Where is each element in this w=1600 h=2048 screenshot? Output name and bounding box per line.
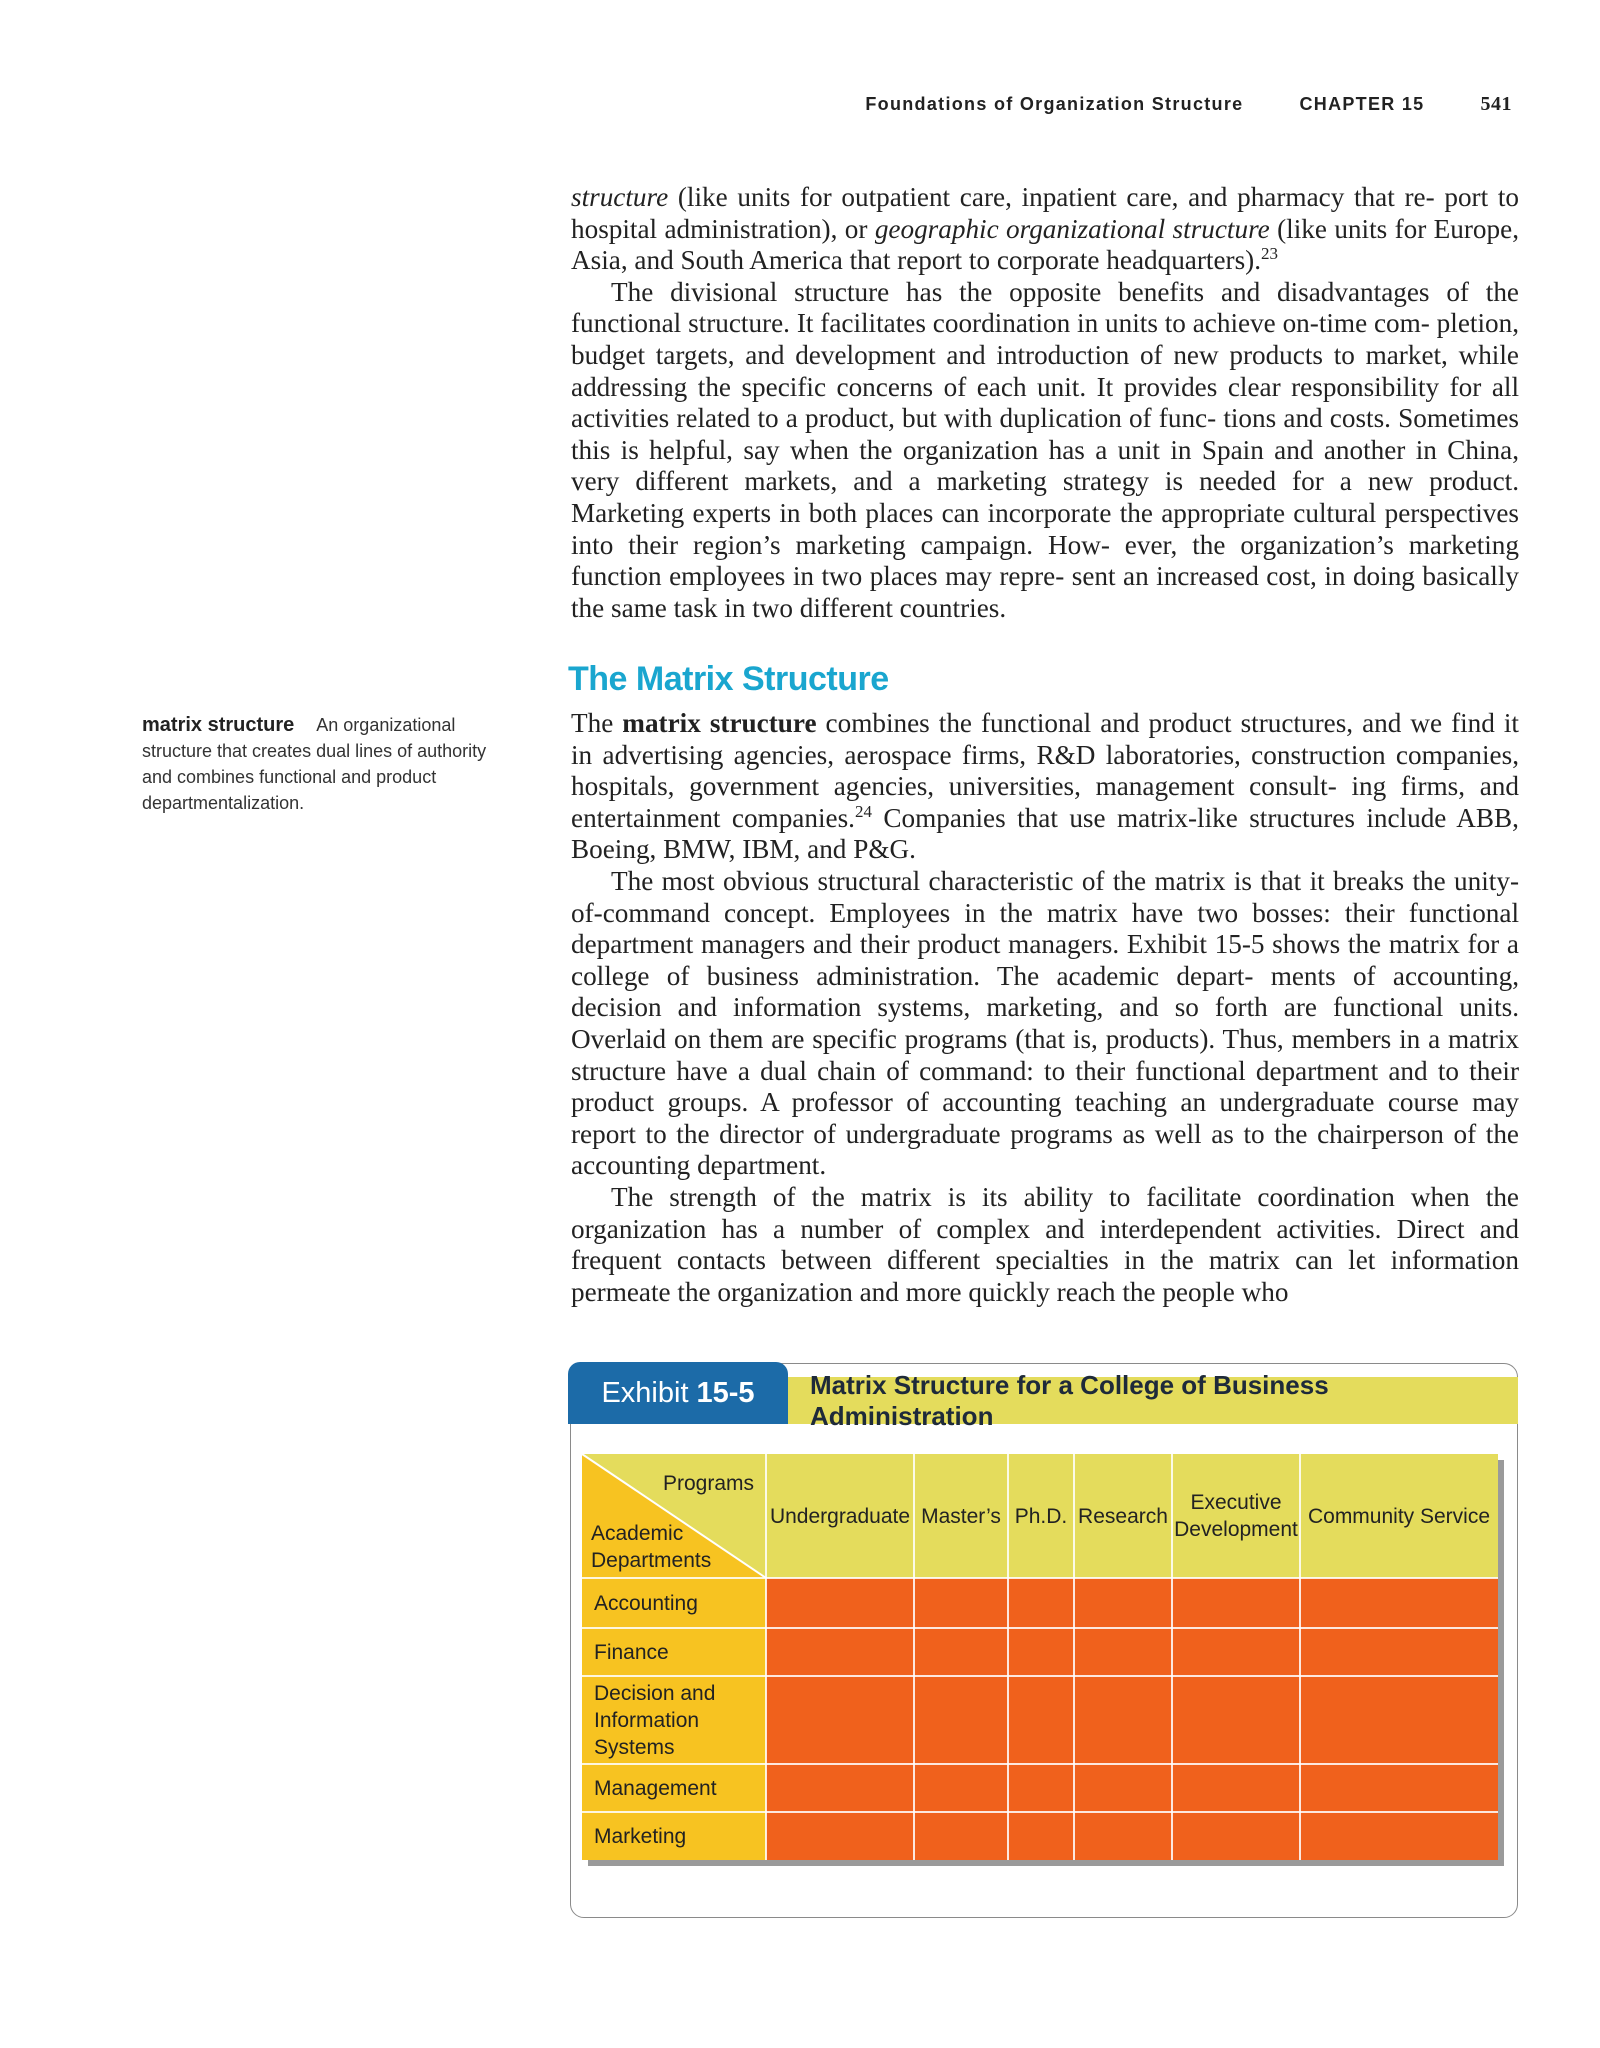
matrix-table: [582, 1454, 1498, 1860]
department-label: Management: [582, 1764, 766, 1812]
grid-column-divider: [913, 1454, 915, 1860]
program-header: Master’s: [914, 1454, 1008, 1578]
grid-column-divider: [1007, 1454, 1009, 1860]
grid-row-divider: [582, 1763, 1498, 1765]
running-head: [512, 90, 1512, 118]
corner-label-departments-line1: Academic: [591, 1522, 684, 1545]
grid-row-divider: [582, 1627, 1498, 1629]
emphasized-term: geographic organizational structure: [874, 213, 1270, 244]
text-run: (like units for Europe, Asia, and South America that report to corporate headquarters).: [571, 213, 1519, 276]
matrix-cells-area: [766, 1578, 1498, 1860]
exhibit-label: Exhibit: [601, 1376, 689, 1409]
grid-row-divider: [582, 1811, 1498, 1813]
paragraph-matrix-characteristic: The most obvious structural characteristic of the matrix is that it breaks the unity-of-command concept. Employees in the matrix have two bosses: their functional department managers and their product managers. Exhibit 15-5 shows the matrix for a college of business administration. The academic depart- ments of accounting, decision and information systems, marketing, and so forth are functional units. Overlaid on them are specific programs (that is, products). Thus, members in a matrix structure have a dual chain of command: to their functional department and to their product groups. A professor of accounting teaching an undergraduate course may report to the director of undergraduate programs as well as to the chairperson of the accounting department.: [571, 865, 1519, 1181]
exhibit-title: Matrix Structure for a College of Business Administration: [810, 1369, 1329, 1431]
program-header: Ph.D.: [1008, 1454, 1074, 1578]
matrix-corner-cell: [582, 1454, 766, 1578]
paragraph-continued: [571, 182, 1519, 277]
program-header: Executive Development: [1172, 1454, 1300, 1578]
grid-column-divider: [765, 1454, 767, 1860]
running-head-title: Foundations of Organization Structure: [865, 93, 1244, 114]
paragraph-divisional: The divisional structure has the opposite benefits and disadvantages of the functional structure. It facilitates coordination in units to achieve on-time com- pletion, budget targets, and development and introduction of new products to market, while addressing the specific concerns of each unit. It provides clear responsibility for all activities related to a product, but with duplication of func- tions and costs. Sometimes this is helpful, say when the organization has a unit in Spain and another in China, very different markets, and a marketing strategy is needed for a new product. Marketing experts in both places can incorporate the appropriate cultural perspectives into their region’s marketing campaign. How- ever, the organization’s marketing function employees in two places may repre- sent an increased cost, in doing basically the same task in two different countries.: [571, 276, 1519, 623]
corner-label-departments: [591, 1520, 711, 1574]
definition-term: matrix structure: [142, 714, 295, 736]
text-run: Companies that use matrix-like structures include ABB, Boeing, BMW, IBM, and P&G.: [571, 802, 1519, 865]
definition-text: An organizational structure that creates dual lines of authority and combines functional and product departmentalization.: [142, 715, 487, 813]
exhibit-title-bar: [788, 1369, 1518, 1431]
program-header: Undergraduate: [766, 1454, 914, 1578]
program-header: Community Service: [1300, 1454, 1498, 1578]
paragraph-matrix-intro: [571, 708, 1519, 866]
exhibit-number: 15-5: [696, 1376, 755, 1409]
grid-row-divider: [582, 1675, 1498, 1677]
grid-column-divider: [1299, 1454, 1301, 1860]
grid-column-divider: [1073, 1454, 1075, 1860]
emphasized-term: structure: [571, 182, 669, 212]
grid-column-divider: [1171, 1454, 1173, 1860]
running-head-chapter: CHAPTER 15: [1299, 93, 1425, 114]
department-label: Marketing: [582, 1812, 766, 1860]
body-text-section: [571, 708, 1519, 1308]
department-label: Accounting: [582, 1578, 766, 1628]
department-label: Decision and Information Systems: [582, 1676, 766, 1764]
footnote-ref: 23: [1261, 244, 1279, 264]
margin-definition: [142, 712, 512, 816]
section-heading: The Matrix Structure: [568, 660, 889, 698]
text-run: combines the functional and product structures, and we find it in advertising agencies, aerospace firms, R&D laboratories, construction companies, hospitals, government agencies, universities, management consult- ing firms, and entertainment companies.: [571, 708, 1519, 833]
program-header: Research: [1074, 1454, 1172, 1578]
exhibit-tab: [568, 1362, 788, 1424]
corner-label-programs: Programs: [662, 1472, 754, 1495]
grid-row-divider: [582, 1577, 1498, 1579]
paragraph-matrix-strength: The strength of the matrix is its ability to facilitate coordination when the organization has a number of complex and interdependent activities. Direct and frequent contacts between different specialties in the matrix can let information permeate the organization and more quickly reach the people who: [571, 1181, 1519, 1307]
footnote-ref: 24: [854, 801, 872, 821]
text-run: The: [571, 708, 623, 738]
body-text-top: [571, 182, 1519, 624]
department-label: Finance: [582, 1628, 766, 1676]
emphasized-term: matrix structure: [622, 708, 817, 738]
page-number: 541: [1480, 92, 1512, 115]
corner-label-departments-line2: Departments: [591, 1549, 712, 1572]
text-run: (like units for outpatient care, inpatient care, and pharmacy that re- port to hospital administration), or: [571, 182, 1519, 244]
